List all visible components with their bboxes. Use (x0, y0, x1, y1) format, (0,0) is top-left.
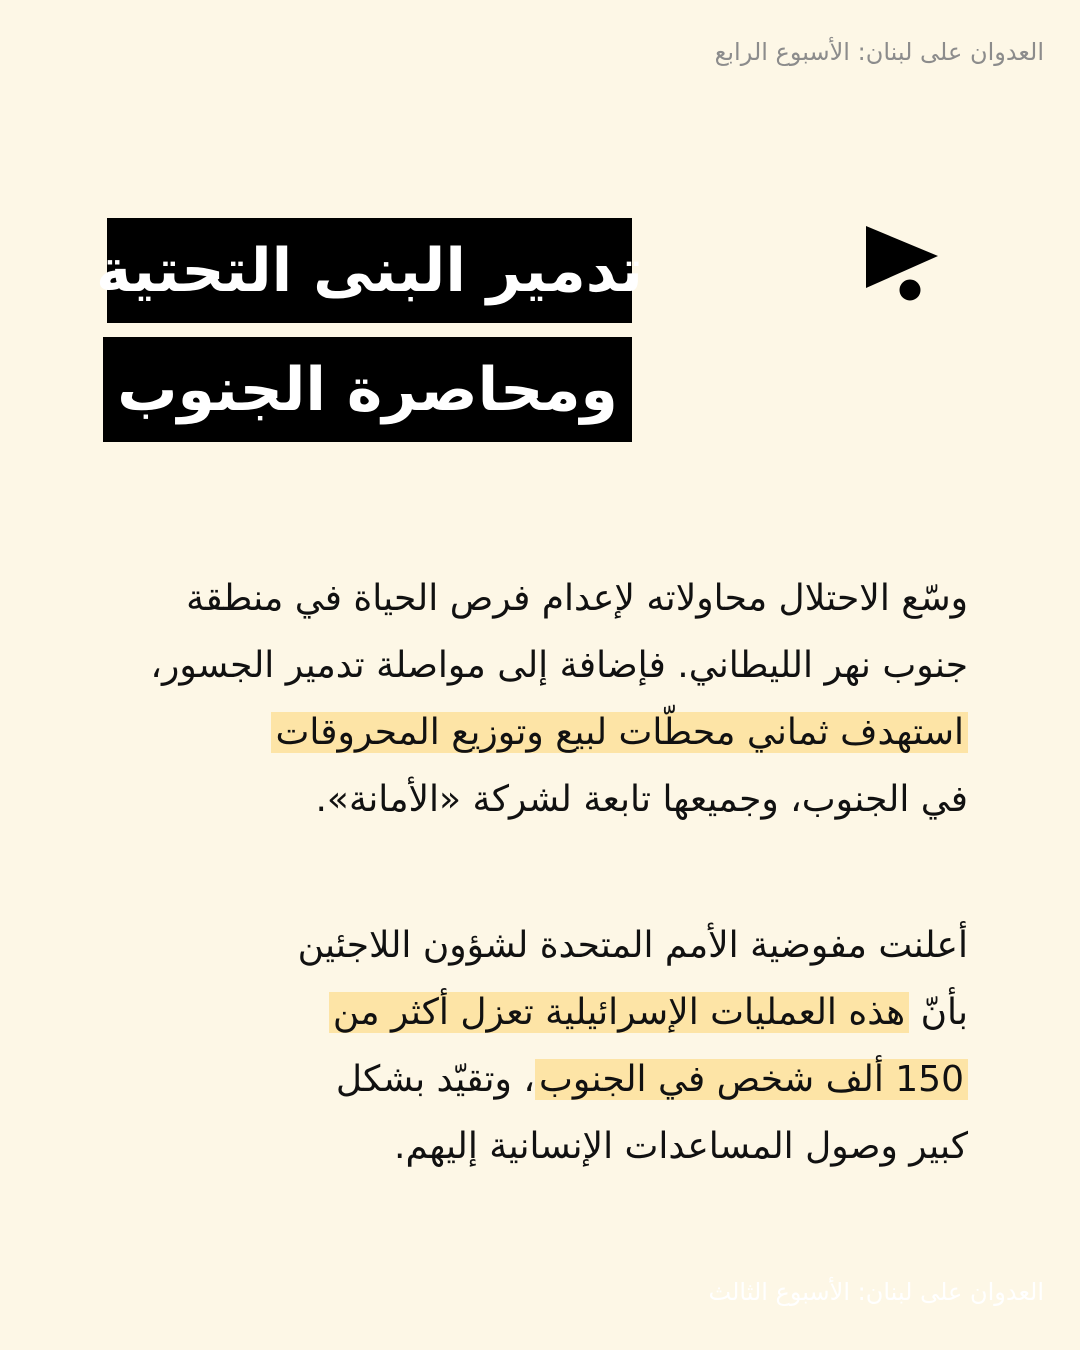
title-line-1 (96, 218, 643, 323)
paragraph-1-line-1: وسّع الاحتلال محاولاته لإعدام فرص الحياة في منطقة (186, 578, 968, 619)
paragraph-1-line-2: جنوب نهر الليطاني. فإضافة إلى مواصلة تدمير الجسور، (150, 645, 968, 686)
title-line-1-text: تدمير البنى التحتية (96, 235, 643, 306)
paragraph-1 (108, 565, 968, 833)
title-line-2-text: ومحاصرة الجنوب (117, 354, 618, 425)
paragraph-2 (108, 912, 968, 1180)
highlighted-text: استهدف ثماني محطّات لبيع وتوزيع المحروقات (271, 712, 968, 753)
paragraph-1-line-4: في الجنوب، وجميعها تابعة لشركة «الأمانة». (315, 779, 968, 820)
footer-series-title: العدوان على لبنان: الأسبوع الثالث (708, 1278, 1044, 1306)
paragraph-2-line-2 (108, 979, 968, 1046)
highlighted-text: هذه العمليات الإسرائيلية تعزل أكثر من (329, 992, 909, 1033)
paragraph-2-line-4: كبير وصول المساعدات الإنسانية إليهم. (394, 1126, 968, 1167)
plain-text: ، وتقيّد بشكل (335, 1059, 535, 1100)
paragraph-2-line-3 (108, 1046, 968, 1113)
paragraph-1-line-3 (108, 699, 968, 766)
plain-text: بأنّ (909, 992, 968, 1033)
highlighted-text: 150 ألف شخص في الجنوب (535, 1059, 968, 1100)
series-title: العدوان على لبنان: الأسبوع الرابع (714, 38, 1044, 66)
title-line-2 (103, 337, 632, 442)
paragraph-2-line-1: أعلنت مفوضية الأمم المتحدة لشؤون اللاجئين (297, 925, 968, 966)
play-dot-logo-icon (858, 222, 946, 310)
